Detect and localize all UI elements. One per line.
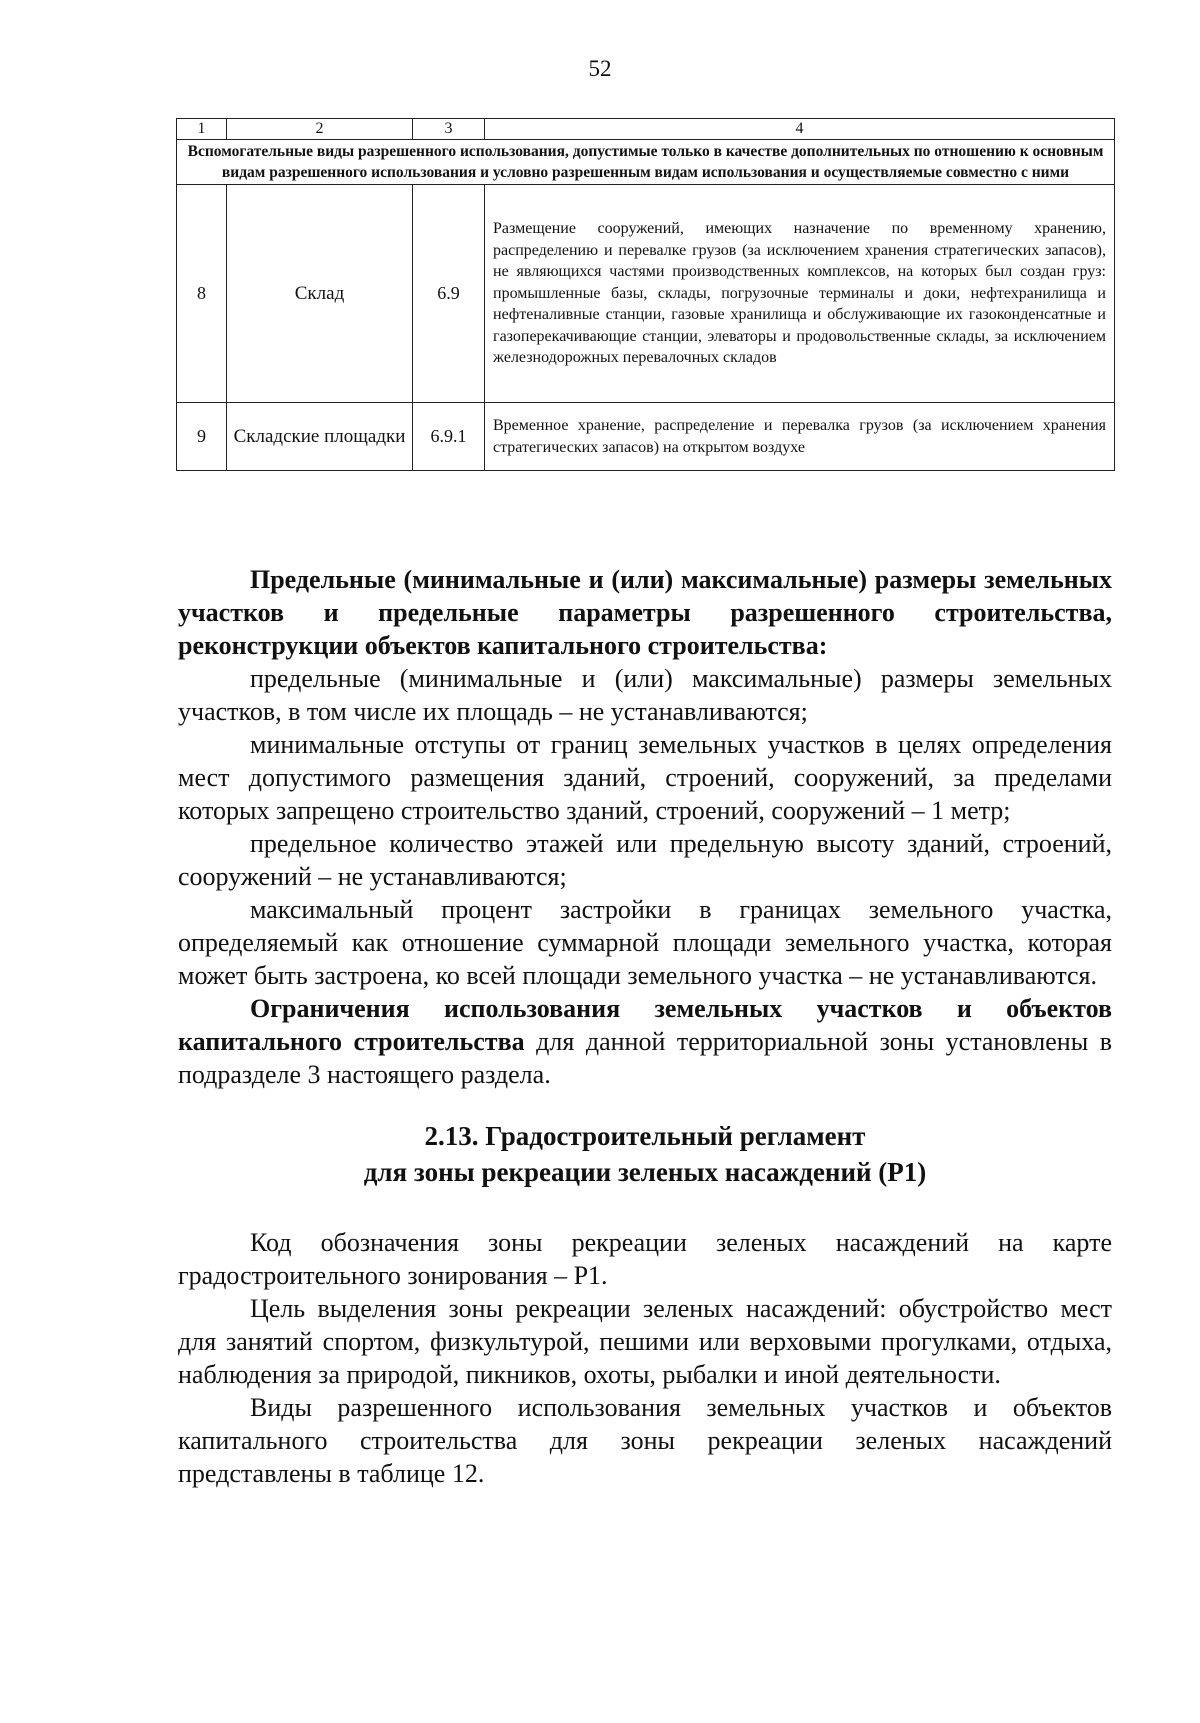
land-use-table [176, 118, 1115, 471]
table-section-title: Вспомогательные виды разрешенного использования, допустимые только в качестве дополнительных по отношению к основным видам разрешенного использования и условно разрешенным видам использования и осуществляемые совместно с ними [177, 140, 1115, 185]
section-heading-line: 2.13. Градостроительный регламент [424, 1121, 866, 1151]
table-section-row [177, 140, 1115, 185]
limits-heading: Предельные (минимальные и (или) максимальные) размеры земельных участков и предельные параметры разрешенного строительства, реконструкции объектов капитального строительства: [178, 565, 1112, 660]
paragraph-usage-types: Виды разрешенного использования земельных участков и объектов капитального строительства для зоны рекреации зеленых насаждений представлены в таблице 12. [178, 1393, 1112, 1488]
table-row [177, 403, 1115, 471]
section-heading-line: для зоны рекреации зеленых насаждений (Р1) [363, 1157, 927, 1187]
section-heading [178, 1118, 1112, 1190]
table-row [177, 185, 1115, 403]
row-number: 9 [177, 403, 227, 471]
land-use-description: Временное хранение, распределение и перевалка грузов (за исключением хранения стратегических запасов) на открытом воздухе [485, 403, 1115, 471]
land-use-name: Склад [227, 185, 413, 403]
document-body [178, 563, 1112, 1490]
paragraph-zone-code: Код обозначения зоны рекреации зеленых насаждений на карте градостроительного зонирования – Р1. [178, 1228, 1112, 1290]
table-header-row [177, 119, 1115, 140]
paragraph-setbacks: минимальные отступы от границ земельных участков в целях определения мест допустимого размещения зданий, строений, сооружений, за пределами которых запрещено строительство зданий, строений, сооружений – 1 метр; [178, 730, 1112, 825]
column-header: 4 [485, 119, 1115, 140]
column-header: 1 [177, 119, 227, 140]
paragraph-zone-goal: Цель выделения зоны рекреации зеленых насаждений: обустройство мест для занятий спортом, физкультурой, пешими или верховыми прогулками, отдыха, наблюдения за природой, пикников, охоты, рыбалки и иной деятельности. [178, 1294, 1112, 1389]
page-number: 52 [588, 56, 612, 81]
land-use-name: Складские площадки [227, 403, 413, 471]
restrictions-text: для данной территориальной зоны установлены в подразделе 3 настоящего раздела. [178, 1027, 1112, 1089]
paragraph-floors: предельное количество этажей или предельную высоту зданий, строений, сооружений – не устанавливаются; [178, 829, 1112, 891]
paragraph-restrictions [178, 992, 1112, 1091]
land-use-code: 6.9 [413, 185, 485, 403]
paragraph-area: предельные (минимальные и (или) максимальные) размеры земельных участков, в том числе их площадь – не устанавливаются; [178, 664, 1112, 726]
land-use-description: Размещение сооружений, имеющих назначение по временному хранению, распределению и перевалке грузов (за исключением хранения стратегических запасов), не являющихся частями производственных комплексов, на которых был создан груз: промышленные базы, склады, погрузочные терминалы и доки, нефтехранилища и нефтеналивные станции, газовые хранилища и обслуживающие их газоконденсатные и газоперекачивающие станции, элеваторы и продовольственные склады, за исключением железнодорожных перевалочных складов [485, 185, 1115, 403]
row-number: 8 [177, 185, 227, 403]
restrictions-bold-text: Ограничения использования земельных участков и объектов капитального строительства [178, 994, 1112, 1056]
land-use-code: 6.9.1 [413, 403, 485, 471]
paragraph-percent: максимальный процент застройки в границах земельного участка, определяемый как отношение суммарной площади земельного участка, которая может быть застроена, ко всей площади земельного участка – не устанавливаются. [178, 895, 1112, 990]
column-header: 3 [413, 119, 485, 140]
column-header: 2 [227, 119, 413, 140]
